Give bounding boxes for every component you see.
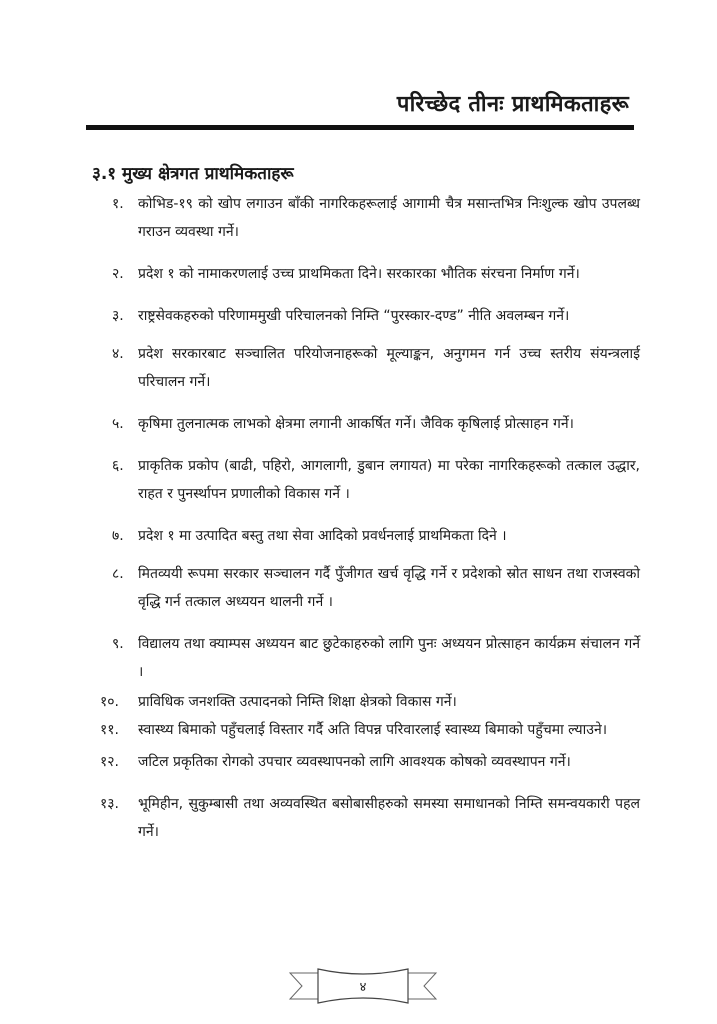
list-item: [100, 748, 640, 776]
item-number: १०.: [100, 694, 120, 710]
list-item: [100, 522, 640, 550]
item-text: कोभिड-१९ को खोप लगाउन बाँकी नागरिकहरूलाई आगामी चैत्र मसान्तभित्र निःशुल्क खोप उपलब्ध गराउन व्यवस्था गर्ने।: [138, 196, 640, 240]
item-number: ५.: [112, 416, 124, 432]
list-item: [100, 790, 640, 846]
list-item: [100, 340, 640, 396]
chapter-title: परिच्छेद तीनः प्राथमिकताहरू: [396, 92, 629, 117]
list-item: [100, 410, 640, 438]
item-text: प्रदेश सरकारबाट सञ्चालित परियोजनाहरूको मूल्याङ्कन, अनुगमन गर्न उच्च स्तरीय संयन्त्रलाई परिचालन गर्ने।: [138, 346, 640, 390]
list-item: [100, 716, 640, 744]
item-text: प्रदेश १ को नामाकरणलाई उच्च प्राथमिकता दिने। सरकारका भौतिक संरचना निर्माण गर्ने।: [138, 266, 580, 282]
item-text: विद्यालय तथा क्याम्पस अध्ययन बाट छुटेकाहरुको लागि पुनः अध्ययन प्रोत्साहन कार्यक्रम संचालन गर्ने ।: [138, 636, 640, 680]
item-number: १२.: [100, 754, 120, 770]
list-item: [100, 190, 640, 246]
item-text: भूमिहीन, सुकुम्बासी तथा अव्यवस्थित बसोबासीहरुको समस्या समाधानको निम्ति समन्वयकारी पहल गर्ने।: [138, 796, 640, 840]
item-number: ८.: [112, 566, 124, 582]
item-number: ७.: [112, 528, 124, 544]
section-heading: ३.१ मुख्य क्षेत्रगत प्राथमिकताहरू: [92, 164, 294, 184]
list-item: [100, 688, 640, 716]
item-text: प्राविधिक जनशक्ति उत्पादनको निम्ति शिक्षा क्षेत्रको विकास गर्ने।: [138, 694, 457, 710]
item-text: प्रदेश १ मा उत्पादित बस्तु तथा सेवा आदिको प्रवर्धनलाई प्राथमिकता दिने ।: [138, 528, 507, 544]
list-item: [100, 560, 640, 616]
item-number: १३.: [100, 796, 120, 812]
item-number: ४.: [112, 346, 124, 362]
list-item: [100, 302, 640, 330]
page-number-banner: [288, 965, 438, 1009]
item-text: प्राकृतिक प्रकोप (बाढी, पहिरो, आगलागी, डुबान लगायत) मा परेका नागरिकहरूको तत्काल उद्धार, राहत र पुनर्स्थापन प्रणालीको विकास गर्ने ।: [138, 458, 640, 502]
title-underline: [86, 125, 634, 130]
priority-list: [100, 190, 640, 846]
list-item: [100, 260, 640, 288]
item-number: १.: [112, 196, 124, 212]
page-number: ४: [359, 980, 367, 995]
item-text: स्वास्थ्य बिमाको पहुँचलाई विस्तार गर्दै अति विपन्न परिवारलाई स्वास्थ्य बिमाको पहुँचमा ल्याउने।: [138, 722, 608, 738]
item-number: ११.: [100, 722, 120, 738]
item-text: मितव्ययी रूपमा सरकार सञ्चालन गर्दै पुँजीगत खर्च वृद्धि गर्ने र प्रदेशको स्रोत साधन तथा राजस्वको वृद्धि गर्न तत्काल अध्ययन थालनी गर्ने ।: [138, 566, 640, 610]
item-text: राष्ट्रसेवकहरुको परिणाममुखी परिचालनको निम्ति “पुरस्कार-दण्ड” नीति अवलम्बन गर्ने।: [138, 308, 570, 324]
item-number: ६.: [112, 458, 124, 474]
list-item: [100, 452, 640, 508]
item-number: २.: [112, 266, 124, 282]
item-number: ९.: [112, 636, 124, 652]
list-item: [100, 630, 640, 686]
item-text: जटिल प्रकृतिका रोगको उपचार व्यवस्थापनको लागि आवश्यक कोषको व्यवस्थापन गर्ने।: [138, 754, 571, 770]
item-number: ३.: [112, 308, 124, 324]
item-text: कृषिमा तुलनात्मक लाभको क्षेत्रमा लगानी आकर्षित गर्ने। जैविक कृषिलाई प्रोत्साहन गर्ने।: [138, 416, 574, 432]
